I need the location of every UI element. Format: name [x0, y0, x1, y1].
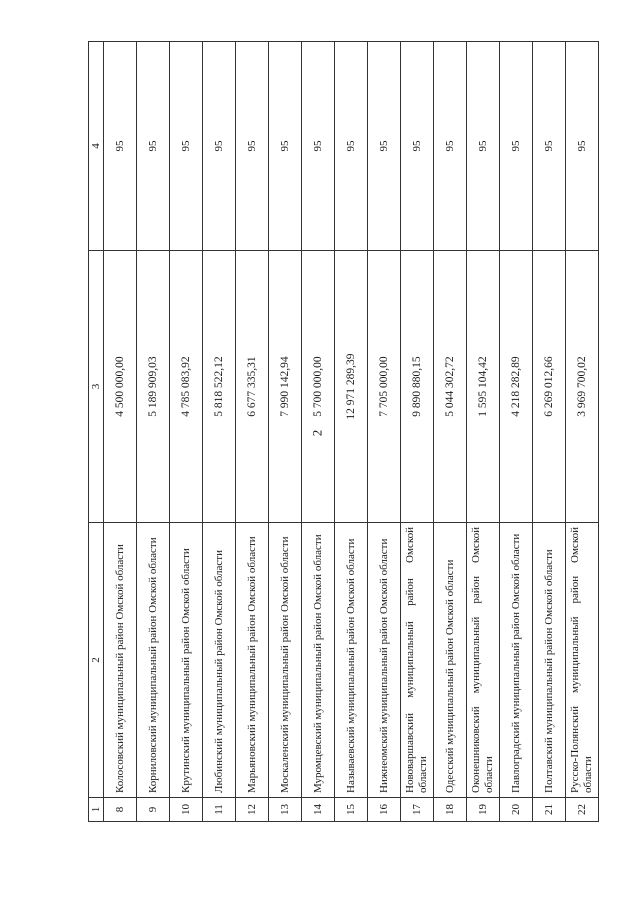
amount-cell: 12 971 289,39	[335, 251, 368, 523]
row-number-cell: 13	[269, 798, 302, 822]
amount-cell: 9 890 880,15	[401, 251, 434, 523]
table-row	[137, 42, 170, 822]
percent-cell: 95	[302, 42, 335, 251]
row-number-cell: 22	[566, 798, 599, 822]
district-name-cell: Нововаршавский муниципальный район Омской области	[401, 523, 434, 798]
district-name-cell: Москаленский муниципальный район Омской области	[269, 523, 302, 798]
district-name-cell: Марьяновский муниципальный район Омской области	[236, 523, 269, 798]
table-header-row	[89, 42, 104, 822]
amount-cell: 4 785 083,92	[170, 251, 203, 523]
rotated-table-container	[88, 42, 594, 822]
row-number-cell: 21	[533, 798, 566, 822]
amount-cell: 7 705 000,00	[368, 251, 401, 523]
percent-cell: 95	[236, 42, 269, 251]
data-table	[88, 41, 599, 822]
percent-cell: 95	[434, 42, 467, 251]
column-header: 2	[89, 523, 104, 798]
district-name-cell: Русско-Полянский муниципальный район Омской области	[566, 523, 599, 798]
row-number-cell: 15	[335, 798, 368, 822]
row-number-cell: 11	[203, 798, 236, 822]
percent-cell: 95	[500, 42, 533, 251]
column-header: 1	[89, 798, 104, 822]
page-number: 2	[309, 429, 325, 437]
row-number-cell: 14	[302, 798, 335, 822]
row-number-cell: 10	[170, 798, 203, 822]
row-number-cell: 18	[434, 798, 467, 822]
district-name-cell: Колосовский муниципальный район Омской области	[104, 523, 137, 798]
percent-cell: 95	[104, 42, 137, 251]
table-row	[302, 42, 335, 822]
row-number-cell: 20	[500, 798, 533, 822]
table-row	[467, 42, 500, 822]
percent-cell: 95	[401, 42, 434, 251]
percent-cell: 95	[137, 42, 170, 251]
amount-cell: 6 269 012,66	[533, 251, 566, 523]
district-name-cell: Одесский муниципальный район Омской области	[434, 523, 467, 798]
table-row	[170, 42, 203, 822]
amount-cell: 5 044 302,72	[434, 251, 467, 523]
row-number-cell: 19	[467, 798, 500, 822]
district-name-cell: Крутинский муниципальный район Омской области	[170, 523, 203, 798]
amount-cell: 5 818 522,12	[203, 251, 236, 523]
district-name-cell: Называевский муниципальный район Омской области	[335, 523, 368, 798]
amount-cell: 6 677 335,31	[236, 251, 269, 523]
district-name-cell: Корниловский муниципальный район Омской области	[137, 523, 170, 798]
percent-cell: 95	[368, 42, 401, 251]
district-name-cell: Нижнеомский муниципальный район Омской области	[368, 523, 401, 798]
amount-cell: 5 700 000,00	[302, 251, 335, 523]
row-number-cell: 17	[401, 798, 434, 822]
row-number-cell: 8	[104, 798, 137, 822]
district-name-cell: Оконешниковский муниципальный район Омской области	[467, 523, 500, 798]
table-row	[500, 42, 533, 822]
table-row	[401, 42, 434, 822]
district-name-cell: Муромцевский муниципальный район Омской области	[302, 523, 335, 798]
amount-cell: 3 969 700,02	[566, 251, 599, 523]
percent-cell: 95	[467, 42, 500, 251]
row-number-cell: 9	[137, 798, 170, 822]
table-row	[368, 42, 401, 822]
amount-cell: 5 189 909,03	[137, 251, 170, 523]
amount-cell: 4 218 282,89	[500, 251, 533, 523]
table-body	[104, 42, 599, 822]
district-name-cell: Любинский муниципальный район Омской области	[203, 523, 236, 798]
row-number-cell: 12	[236, 798, 269, 822]
table-row	[533, 42, 566, 822]
table-row	[335, 42, 368, 822]
district-name-cell: Полтавский муниципальный район Омской области	[533, 523, 566, 798]
amount-cell: 1 595 104,42	[467, 251, 500, 523]
percent-cell: 95	[269, 42, 302, 251]
table-row	[104, 42, 137, 822]
percent-cell: 95	[335, 42, 368, 251]
percent-cell: 95	[170, 42, 203, 251]
table-row	[434, 42, 467, 822]
document-page	[88, 42, 594, 822]
table-row	[236, 42, 269, 822]
amount-cell: 4 500 000,00	[104, 251, 137, 523]
percent-cell: 95	[533, 42, 566, 251]
column-header: 3	[89, 251, 104, 523]
percent-cell: 95	[566, 42, 599, 251]
table-row	[203, 42, 236, 822]
column-header: 4	[89, 42, 104, 251]
district-name-cell: Павлоградский муниципальный район Омской области	[500, 523, 533, 798]
amount-cell: 7 990 142,94	[269, 251, 302, 523]
row-number-cell: 16	[368, 798, 401, 822]
percent-cell: 95	[203, 42, 236, 251]
table-row	[269, 42, 302, 822]
table-row	[566, 42, 599, 822]
